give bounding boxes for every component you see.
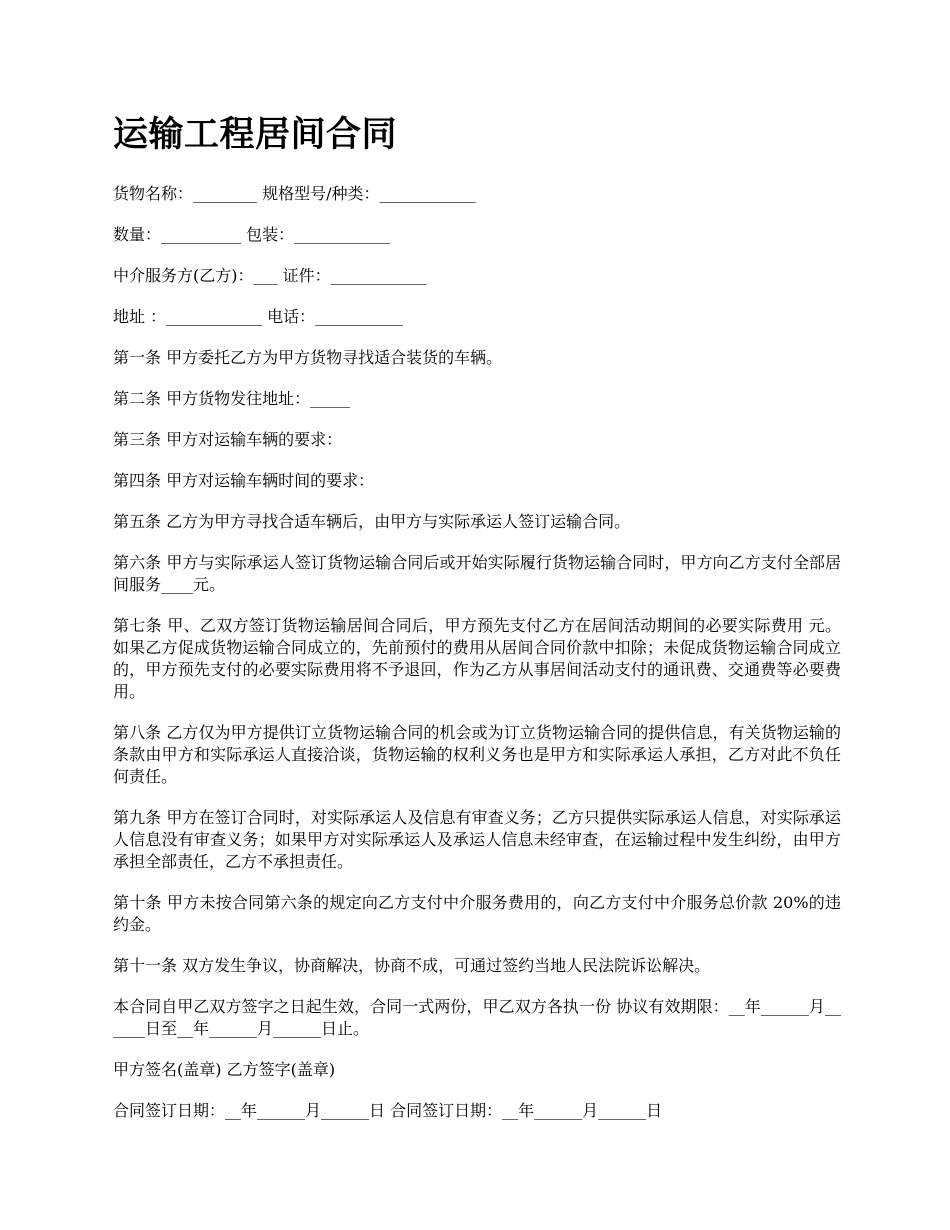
agent-line: 中介服务方(乙方)：___ 证件：____________ bbox=[113, 266, 427, 285]
article-8: 第八条 乙方仅为甲方提供订立货物运输合同的机会或为订立货物运输合同的提供信息，有关货物运输的条款由甲方和实际承运人直接洽谈，货物运输的权利义务也是甲方和实际承运人承担，乙方对此不负任何责任。 bbox=[113, 723, 841, 786]
article-4: 第四条 甲方对运输车辆时间的要求： bbox=[113, 471, 375, 490]
signing-date-line: 合同签订日期：__年______月______日 合同签订日期：__年______月______日 bbox=[113, 1101, 663, 1120]
signature-line: 甲方签名(盖章) 乙方签字(盖章) bbox=[113, 1060, 336, 1079]
article-1: 第一条 甲方委托乙方为甲方货物寻找适合装货的车辆。 bbox=[113, 348, 503, 367]
document-page bbox=[113, 112, 841, 1141]
article-5: 第五条 乙方为甲方寻找合适车辆后，由甲方与实际承运人签订运输合同。 bbox=[113, 512, 631, 531]
article-6: 第六条 甲方与实际承运人签订货物运输合同后或开始实际履行货物运输合同时，甲方向乙方支付全部居间服务____元。 bbox=[113, 553, 841, 594]
article-10: 第十条 甲方未按合同第六条的规定向乙方支付中介服务费用的，向乙方支付中介服务总价款 20%的违约金。 bbox=[113, 893, 841, 934]
article-3: 第三条 甲方对运输车辆的要求： bbox=[113, 430, 343, 449]
goods-name-line: 货物名称：________ 规格型号/种类：____________ bbox=[113, 184, 476, 203]
article-11: 第十一条 双方发生争议，协商解决，协商不成，可通过签约当地人民法院诉讼解决。 bbox=[113, 956, 711, 975]
effective-clause: 本合同自甲乙双方签字之日起生效，合同一式两份，甲乙双方各执一份 协议有效期限：__年______月______日至__年______月______日止。 bbox=[113, 997, 841, 1038]
article-7: 第七条 甲、乙双方签订货物运输居间合同后，甲方预先支付乙方在居间活动期间的必要实际费用 元。如果乙方促成货物运输合同成立的，先前预付的费用从居间合同价款中扣除；未促成货物运输合同成立的，甲方预先支付的必要实际费用将不予退回，作为乙方从事居间活动支付的通讯费、交通费等必要费用。 bbox=[113, 616, 841, 701]
address-line: 地址 ：____________ 电话：___________ bbox=[113, 307, 404, 326]
document-title: 运输工程居间合同 bbox=[113, 114, 398, 155]
article-2: 第二条 甲方货物发往地址：_____ bbox=[113, 389, 351, 408]
article-9: 第九条 甲方在签订合同时，对实际承运人及信息有审查义务；乙方只提供实际承运人信息，对实际承运人信息没有审查义务；如果甲方对实际承运人及承运人信息未经审查，在运输过程中发生纠纷，由甲方承担全部责任，乙方不承担责任。 bbox=[113, 808, 841, 871]
quantity-line: 数量：__________ 包装：____________ bbox=[113, 225, 391, 244]
